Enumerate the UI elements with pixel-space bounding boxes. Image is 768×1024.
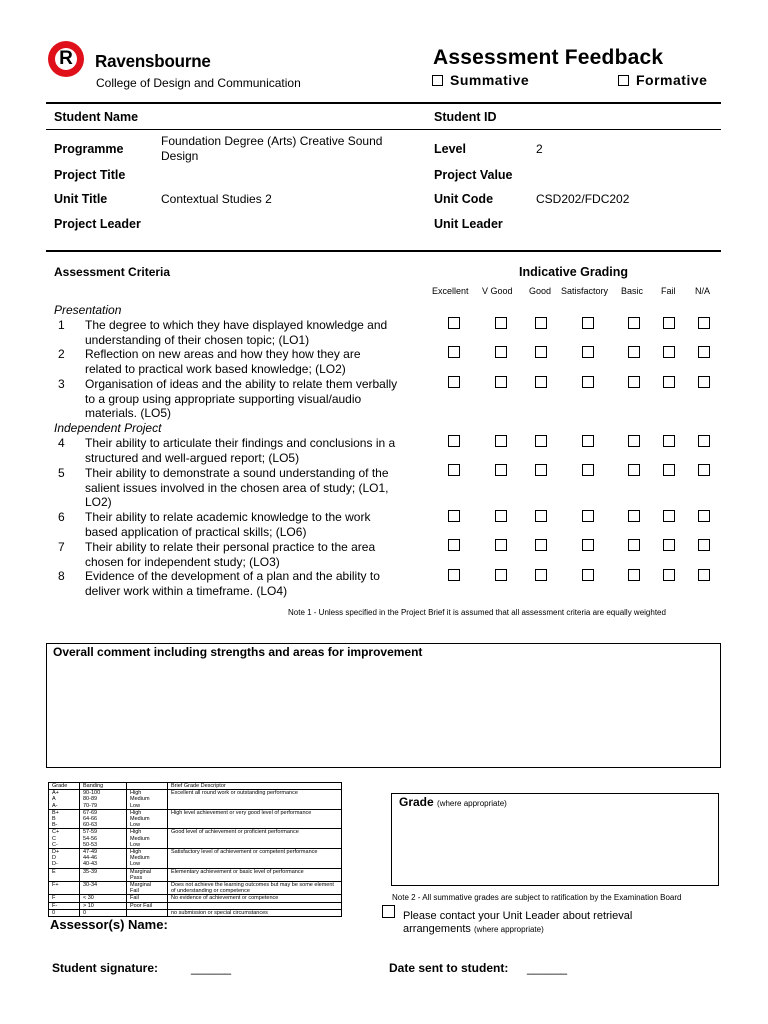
table-row [49, 882, 342, 895]
grade-checkbox[interactable] [582, 464, 594, 476]
grade-checkbox[interactable] [582, 376, 594, 388]
band-cell: 47-49 [83, 849, 98, 856]
grade-checkbox[interactable] [663, 346, 675, 358]
band-cell: > 10 [80, 902, 127, 909]
table-row [49, 809, 342, 829]
grade-col-good: Good [529, 286, 552, 296]
level-cell: Low [130, 841, 141, 848]
programme-value-line1: Foundation Degree (Arts) Creative Sound [161, 134, 383, 148]
grade-checkbox[interactable] [535, 376, 547, 388]
grade-checkbox[interactable] [495, 569, 507, 581]
grade-cell: B- [52, 822, 58, 829]
grade-checkbox[interactable] [628, 376, 640, 388]
grade-checkbox[interactable] [698, 539, 710, 551]
college-name: College of Design and Communication [96, 76, 301, 90]
level-cell: High [130, 849, 142, 856]
level-cell: Poor Fail [127, 902, 168, 909]
table-header: Banding [80, 783, 127, 790]
grade-cell: B+ [52, 809, 59, 816]
grade-checkbox[interactable] [582, 435, 594, 447]
grade-cell: D- [52, 861, 58, 868]
grade-label [399, 795, 507, 809]
grade-checkbox[interactable] [698, 569, 710, 581]
table-row [49, 829, 342, 849]
band-cell: 35-39 [83, 868, 98, 875]
grade-checkbox[interactable] [628, 346, 640, 358]
criterion-text [85, 540, 375, 569]
retrieval-line2-main: arrangements [403, 923, 471, 935]
band-cell: 0 [80, 909, 127, 916]
criterion-line: salient issues involved in the chosen area of study; (LO1, [85, 480, 389, 495]
band-cell: 50-53 [83, 841, 98, 848]
grade-cell: C [52, 835, 56, 842]
grade-col-vgood: V Good [482, 286, 513, 296]
grade-checkbox[interactable] [535, 539, 547, 551]
level-cell: Medium [130, 835, 150, 842]
grade-col-satisfactory: Satisfactory [561, 286, 609, 296]
grade-checkbox[interactable] [663, 376, 675, 388]
grade-checkbox[interactable] [698, 435, 710, 447]
criterion-line: Reflection on new areas and how they how they are [85, 347, 361, 361]
grade-cell: A+ [52, 790, 59, 797]
criterion-number: 5 [58, 466, 65, 480]
page-title: Assessment Feedback [433, 46, 664, 69]
formative-checkbox[interactable] [618, 75, 629, 86]
grade-checkbox[interactable] [663, 569, 675, 581]
band-cell: 70-79 [83, 802, 98, 809]
criterion-line: structured and well-argued report; (LO5) [85, 450, 300, 465]
criterion-line: chosen for independent study; (LO3) [85, 554, 280, 569]
band-cell: 57-59 [83, 829, 98, 836]
descriptor-cell: Elementary achievement or basic level of performance [168, 868, 342, 881]
grade-cell: B [52, 816, 56, 823]
grade-checkbox[interactable] [495, 376, 507, 388]
descriptor-cell: No evidence of achievement or competence [168, 895, 342, 902]
descriptor-cell: Satisfactory level of achievement or competent performance [168, 849, 342, 869]
criterion-line: LO2) [85, 495, 112, 509]
grade-checkbox[interactable] [663, 510, 675, 522]
level-cell: Fail [127, 895, 168, 902]
student-signature-field[interactable]: ______ [191, 961, 232, 975]
grade-checkbox[interactable] [582, 317, 594, 329]
grade-checkbox[interactable] [495, 435, 507, 447]
band-cell: < 30 [80, 895, 127, 902]
date-sent-field[interactable]: ______ [527, 961, 568, 975]
criterion-line: based application of practical skills; (LO6) [85, 524, 307, 539]
unit-title-label: Unit Title [54, 192, 108, 206]
criterion-line: Organisation of ideas and the ability to relate them verbally [85, 377, 398, 391]
grade-cell: D+ [52, 849, 60, 856]
grade-col-fail: Fail [661, 286, 676, 296]
grade-checkbox[interactable] [628, 569, 640, 581]
info-divider [46, 250, 721, 252]
criterion-line: deliver work within a timeframe. (LO4) [85, 583, 288, 598]
grade-cell: 0 [49, 909, 80, 916]
date-sent-label: Date sent to student: [389, 961, 509, 975]
table-row [49, 790, 342, 810]
student-name-label: Student Name [54, 110, 139, 124]
level-cell: Medium [130, 796, 150, 803]
criterion-line: Their ability to demonstrate a sound understanding of the [85, 466, 389, 480]
grade-checkbox[interactable] [628, 510, 640, 522]
grade-checkbox[interactable] [495, 317, 507, 329]
criterion-text [85, 436, 395, 465]
grade-cell: A- [52, 802, 58, 809]
criterion-number: 6 [58, 510, 65, 524]
grade-cell: F- [49, 902, 80, 909]
retrieval-line2-sub: (where appropriate) [473, 925, 544, 934]
retrieval-line2 [403, 923, 544, 935]
criterion-number: 4 [58, 436, 65, 450]
grade-checkbox[interactable] [495, 539, 507, 551]
band-cell: 44-46 [83, 855, 98, 862]
grade-checkbox[interactable] [448, 539, 460, 551]
descriptor-cell: Good level of achievement or proficient performance [168, 829, 342, 849]
level-cell: Low [130, 802, 141, 809]
level-cell: Low [130, 861, 141, 868]
band-cell: 90-100 [83, 790, 101, 797]
overall-comment-heading: Overall comment including strengths and areas for improvement [53, 645, 423, 659]
criterion-line: materials. (LO5) [85, 406, 172, 420]
grade-checkbox[interactable] [535, 346, 547, 358]
overall-comment-box[interactable] [46, 643, 721, 768]
grade-checkbox[interactable] [448, 317, 460, 329]
programme-value-line2: Design [161, 149, 199, 163]
section-presentation: Presentation [54, 303, 122, 317]
grade-checkbox[interactable] [698, 464, 710, 476]
grade-label-text: Grade [399, 795, 434, 809]
band-cell: 40-43 [83, 861, 98, 868]
unit-code-value: CSD202/FDC202 [536, 192, 630, 206]
grade-checkbox[interactable] [628, 539, 640, 551]
table-row [49, 909, 342, 916]
criterion-text [85, 569, 380, 598]
header-divider [46, 102, 721, 104]
level-cell: Medium [130, 816, 150, 823]
grade-checkbox[interactable] [535, 464, 547, 476]
grade-cell: D [52, 855, 56, 862]
grade-checkbox[interactable] [663, 435, 675, 447]
grade-cell: C+ [52, 829, 60, 836]
criterion-number: 3 [58, 377, 65, 391]
criterion-line: Evidence of the development of a plan and the ability to [85, 569, 380, 583]
level-cell: High [130, 790, 142, 797]
grade-checkbox[interactable] [495, 464, 507, 476]
student-id-label: Student ID [434, 110, 497, 124]
student-signature-label: Student signature: [52, 961, 159, 975]
assessor-name-label: Assessor(s) Name: [50, 917, 168, 932]
grade-cell: F+ [52, 882, 59, 889]
level-cell: Pass [130, 874, 143, 881]
table-header: Grade [49, 783, 80, 790]
criterion-number: 2 [58, 347, 65, 361]
criterion-line: related to practical work based knowledge; (LO2) [85, 361, 346, 376]
grade-label-sub: (where appropriate) [437, 799, 507, 808]
section-independent-project: Independent Project [54, 421, 162, 435]
grade-cell: F [49, 895, 80, 902]
project-title-label: Project Title [54, 168, 126, 182]
grading-heading: Indicative Grading [519, 265, 629, 279]
grade-col-basic: Basic [621, 286, 644, 296]
band-cell: 64-66 [83, 816, 98, 823]
criterion-line: The degree to which they have displayed knowledge and [85, 318, 388, 332]
band-cell: 80-89 [83, 796, 98, 803]
grade-cell: A [52, 796, 56, 803]
level-cell: Medium [130, 855, 150, 862]
grade-checkbox[interactable] [698, 376, 710, 388]
summative-checkbox[interactable] [432, 75, 443, 86]
grade-checkbox[interactable] [582, 510, 594, 522]
grade-checkbox[interactable] [663, 539, 675, 551]
grade-checkbox[interactable] [582, 346, 594, 358]
table-row [49, 849, 342, 869]
grade-col-na: N/A [695, 286, 711, 296]
logo-letter: R [55, 48, 77, 70]
table-header-row [49, 783, 342, 790]
unit-title-value: Contextual Studies 2 [161, 192, 272, 206]
note-2: Note 2 - All summative grades are subject to ratification by the Examination Board [392, 893, 682, 902]
criterion-text [85, 318, 387, 347]
level-cell: High [130, 809, 142, 816]
table-header [127, 783, 168, 790]
criteria-heading: Assessment Criteria [54, 265, 171, 279]
student-row-divider [46, 129, 721, 130]
level-cell: Marginal [130, 868, 152, 875]
grade-checkbox[interactable] [448, 569, 460, 581]
band-cell: 54-56 [83, 835, 98, 842]
criterion-number: 8 [58, 569, 65, 583]
grade-box[interactable] [391, 793, 719, 886]
grade-checkbox[interactable] [663, 464, 675, 476]
grade-checkbox[interactable] [535, 510, 547, 522]
grade-checkbox[interactable] [663, 317, 675, 329]
level-cell: High [130, 829, 142, 836]
unit-leader-label: Unit Leader [434, 217, 503, 231]
project-value-label: Project Value [434, 168, 513, 182]
criterion-line: understanding of their chosen topic; (LO1) [85, 332, 310, 347]
descriptor-cell: High level achievement or very good level of performance [168, 809, 342, 829]
summative-label: Summative [450, 72, 530, 88]
criterion-number: 1 [58, 318, 65, 332]
college-logo [48, 41, 84, 77]
grade-checkbox[interactable] [448, 376, 460, 388]
grade-checkbox[interactable] [448, 346, 460, 358]
grade-checkbox[interactable] [535, 435, 547, 447]
criterion-text [85, 347, 361, 376]
criterion-text [85, 510, 370, 539]
retrieval-line1: Please contact your Unit Leader about retrieval [403, 910, 633, 922]
grade-checkbox[interactable] [448, 464, 460, 476]
retrieval-checkbox[interactable] [382, 905, 395, 918]
grade-checkbox[interactable] [495, 346, 507, 358]
grade-checkbox[interactable] [698, 317, 710, 329]
grade-col-excellent: Excellent [432, 286, 469, 296]
grade-checkbox[interactable] [628, 317, 640, 329]
grade-checkbox[interactable] [582, 569, 594, 581]
criterion-text [85, 466, 389, 510]
brand-name: Ravensbourne [95, 51, 211, 72]
grade-checkbox[interactable] [698, 510, 710, 522]
level-cell: Low [130, 822, 141, 829]
level-cell: Fail [130, 888, 139, 895]
descriptor-cell: Does not achieve the learning outcomes but may be some element of understanding or competence [168, 882, 342, 895]
unit-code-label: Unit Code [434, 192, 494, 206]
grade-cell: E [52, 868, 56, 875]
level-label: Level [434, 142, 466, 156]
descriptor-cell: Excellent all round work or outstanding performance [168, 790, 342, 810]
grade-checkbox[interactable] [495, 510, 507, 522]
grade-checkbox[interactable] [535, 317, 547, 329]
level-cell [127, 909, 168, 916]
criterion-text [85, 377, 397, 421]
band-cell: 30-34 [83, 882, 98, 889]
grade-checkbox[interactable] [448, 510, 460, 522]
formative-label: Formative [636, 72, 708, 88]
grade-checkbox[interactable] [535, 569, 547, 581]
note-1: Note 1 - Unless specified in the Project Brief it is assumed that all assessment criteria are equally weighted [288, 608, 666, 617]
project-leader-label: Project Leader [54, 217, 141, 231]
level-cell: Marginal [130, 882, 152, 889]
level-value: 2 [536, 142, 543, 156]
grade-checkbox[interactable] [628, 464, 640, 476]
programme-label: Programme [54, 142, 124, 156]
grade-checkbox[interactable] [448, 435, 460, 447]
band-cell: 67-69 [83, 809, 98, 816]
criterion-line: Their ability to relate academic knowledge to the work [85, 510, 371, 524]
grade-checkbox[interactable] [582, 539, 594, 551]
table-header: Brief Grade Descriptor [168, 783, 342, 790]
band-cell: 60-63 [83, 822, 98, 829]
criterion-number: 7 [58, 540, 65, 554]
descriptor-cell [168, 902, 342, 909]
table-row [49, 895, 342, 902]
grade-checkbox[interactable] [628, 435, 640, 447]
grade-cell: C- [52, 841, 58, 848]
grade-banding-table [48, 782, 342, 917]
table-row [49, 868, 342, 881]
criterion-line: Their ability to relate their personal practice to the area [85, 540, 376, 554]
descriptor-cell: no submission or special circumstances [168, 909, 342, 916]
grade-checkbox[interactable] [698, 346, 710, 358]
criterion-line: Their ability to articulate their findings and conclusions in a [85, 436, 396, 450]
table-row [49, 902, 342, 909]
criterion-line: to a group using appropriate supporting visual/audio [85, 391, 362, 406]
